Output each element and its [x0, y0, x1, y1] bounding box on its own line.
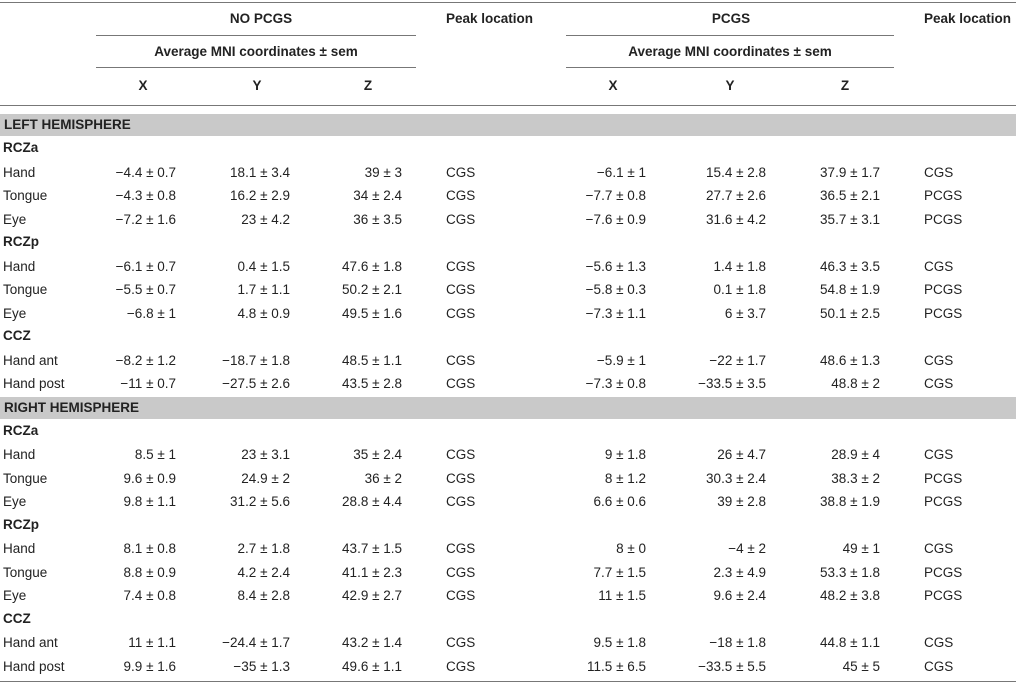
table-cell-px: 9 ± 1.8 — [604, 447, 646, 462]
table-cell-nz: 28.8 ± 4.4 — [342, 494, 402, 509]
table-cell-pz: 50.1 ± 2.5 — [820, 305, 880, 321]
table-cell-label: Hand — [3, 164, 36, 180]
table-cell-py: 6 ± 3.7 — [724, 305, 766, 321]
table-cell-np: CGS — [446, 658, 476, 674]
table-cell-nz: 43.2 ± 1.4 — [342, 635, 402, 650]
header-x-no-pcgs: X — [138, 78, 148, 93]
table-cell-nx: 9.8 ± 1.1 — [123, 494, 176, 509]
table-cell-nx: 9.6 ± 0.9 — [123, 470, 176, 486]
table-cell-nz: 50.2 ± 2.1 — [342, 282, 402, 297]
table-cell-nz: 36 ± 3.5 — [353, 211, 402, 227]
table-cell-pz: 38.8 ± 1.9 — [820, 494, 880, 509]
table-cell-ny: 8.4 ± 2.8 — [237, 588, 290, 603]
table-cell-nz: 47.6 ± 1.8 — [342, 258, 402, 274]
table-cell-px: 8 ± 0 — [616, 541, 646, 556]
group-label: CCZ — [3, 328, 31, 343]
table-cell-np: CGS — [446, 564, 476, 580]
table-cell-label: Eye — [3, 305, 27, 321]
table-cell-pz: 45 ± 5 — [842, 658, 880, 674]
table-cell-label: Tongue — [3, 188, 48, 203]
table-cell-np: CGS — [446, 588, 476, 603]
table-cell-px: 11.5 ± 6.5 — [587, 658, 646, 674]
table-cell-np: CGS — [446, 258, 476, 274]
table-cell-pp: PCGS — [924, 588, 963, 603]
table-cell-pp: PCGS — [924, 470, 963, 486]
table-cell-label: Hand — [3, 258, 36, 274]
table-cell-pz: 36.5 ± 2.1 — [820, 188, 880, 203]
table-cell-pz: 53.3 ± 1.8 — [820, 564, 880, 580]
table-cell-px: 11 ± 1.5 — [598, 588, 646, 603]
table-cell-px: −5.8 ± 0.3 — [585, 282, 646, 297]
table-cell-nz: 35 ± 2.4 — [353, 447, 402, 462]
table-cell-py: 39 ± 2.8 — [717, 494, 766, 509]
table-cell-pp: CGS — [924, 164, 954, 180]
table-cell-nz: 48.5 ± 1.1 — [342, 352, 402, 368]
rule-avg-pcgs — [566, 67, 894, 68]
table-cell-np: CGS — [446, 164, 476, 180]
table-cell-nx: −4.3 ± 0.8 — [115, 188, 176, 203]
table-cell-px: −5.6 ± 1.3 — [585, 258, 646, 274]
table-cell-py: 1.4 ± 1.8 — [713, 258, 766, 274]
table-cell-np: CGS — [446, 635, 476, 650]
table-cell-pp: PCGS — [924, 188, 963, 203]
table-cell-nz: 42.9 ± 2.7 — [342, 588, 402, 603]
table-cell-ny: −35 ± 1.3 — [233, 658, 290, 674]
table-cell-nz: 36 ± 2 — [364, 470, 402, 486]
table-cell-nx: 7.4 ± 0.8 — [123, 588, 176, 603]
table-cell-nz: 43.7 ± 1.5 — [342, 541, 402, 556]
table-cell-py: −33.5 ± 5.5 — [698, 658, 766, 674]
group-label: RCZa — [3, 422, 39, 438]
table-cell-pp: CGS — [924, 258, 954, 274]
table-cell-py: 26 ± 4.7 — [717, 447, 766, 462]
table-cell-pz: 54.8 ± 1.9 — [820, 282, 880, 297]
section-title: RIGHT HEMISPHERE — [4, 399, 140, 415]
table-cell-px: 6.6 ± 0.6 — [593, 494, 646, 509]
table-cell-pz: 37.9 ± 1.7 — [820, 164, 880, 180]
header-z-no-pcgs: Z — [363, 78, 373, 93]
table-cell-np: CGS — [446, 352, 476, 368]
table-cell-pz: 48.8 ± 2 — [831, 376, 880, 391]
table-cell-nx: 8.1 ± 0.8 — [123, 541, 176, 556]
table-cell-ny: 24.9 ± 2 — [241, 470, 290, 486]
table-cell-ny: −24.4 ± 1.7 — [222, 635, 290, 650]
table-cell-label: Eye — [3, 494, 27, 509]
table-cell-px: 9.5 ± 1.8 — [593, 635, 646, 650]
table-cell-py: 0.1 ± 1.8 — [713, 282, 766, 297]
table-cell-label: Hand post — [3, 658, 65, 674]
table-cell-nx: 8.5 ± 1 — [134, 447, 176, 462]
header-no-pcgs: NO PCGS — [229, 11, 293, 26]
table-cell-label: Hand ant — [3, 635, 58, 650]
table-cell-nz: 49.6 ± 1.1 — [342, 658, 402, 674]
table-cell-label: Eye — [3, 211, 27, 227]
table-cell-ny: 23 ± 3.1 — [241, 447, 290, 462]
table-cell-label: Hand — [3, 447, 36, 462]
table-cell-px: 7.7 ± 1.5 — [593, 564, 646, 580]
section-band — [0, 114, 1016, 136]
table-cell-py: 15.4 ± 2.8 — [706, 164, 766, 180]
table-cell-py: −18 ± 1.8 — [709, 635, 766, 650]
table-cell-nx: −6.1 ± 0.7 — [115, 258, 176, 274]
table-cell-pz: 48.2 ± 3.8 — [820, 588, 880, 603]
table-cell-pp: PCGS — [924, 211, 963, 227]
table-cell-label: Hand — [3, 541, 36, 556]
table-cell-pz: 44.8 ± 1.1 — [820, 635, 880, 650]
table-cell-pp: PCGS — [924, 564, 963, 580]
table-cell-nx: −7.2 ± 1.6 — [115, 211, 176, 227]
table-cell-pz: 49 ± 1 — [842, 541, 880, 556]
table-cell-label: Eye — [3, 588, 27, 603]
table-cell-py: 2.3 ± 4.9 — [713, 564, 766, 580]
section-band — [0, 397, 1016, 419]
table-cell-py: −4 ± 2 — [728, 541, 766, 556]
table-cell-nz: 43.5 ± 2.8 — [342, 376, 402, 391]
table-cell-py: 27.7 ± 2.6 — [706, 188, 766, 203]
table-cell-nz: 39 ± 3 — [364, 164, 402, 180]
header-y-pcgs: Y — [725, 78, 735, 93]
table-cell-ny: 4.8 ± 0.9 — [237, 305, 290, 321]
rule-no-pcgs — [96, 35, 416, 36]
table-cell-py: −22 ± 1.7 — [709, 352, 766, 368]
group-label: CCZ — [3, 610, 31, 626]
table-cell-pp: PCGS — [924, 494, 963, 509]
table-cell-py: 31.6 ± 4.2 — [706, 211, 766, 227]
table-cell-nz: 49.5 ± 1.6 — [342, 305, 402, 321]
header-pcgs: PCGS — [711, 11, 751, 26]
table-cell-pp: CGS — [924, 635, 954, 650]
table-cell-pp: CGS — [924, 447, 954, 462]
table-cell-np: CGS — [446, 494, 476, 509]
table-cell-ny: 18.1 ± 3.4 — [230, 164, 290, 180]
table-cell-pp: CGS — [924, 376, 954, 391]
table-cell-label: Hand ant — [3, 352, 58, 368]
table-cell-py: 30.3 ± 2.4 — [706, 470, 766, 486]
table-cell-ny: 2.7 ± 1.8 — [237, 541, 290, 556]
table-cell-px: −7.3 ± 1.1 — [585, 305, 646, 321]
bottom-rule — [0, 681, 1016, 682]
table-cell-np: CGS — [446, 305, 476, 321]
table-cell-px: −5.9 ± 1 — [596, 352, 646, 368]
table-cell-px: 8 ± 1.2 — [604, 470, 646, 486]
table-cell-label: Tongue — [3, 282, 48, 297]
table-cell-px: −7.6 ± 0.9 — [585, 211, 646, 227]
table-cell-ny: 23 ± 4.2 — [241, 211, 290, 227]
table-cell-pp: PCGS — [924, 305, 963, 321]
table-cell-py: 9.6 ± 2.4 — [713, 588, 766, 603]
rule-pcgs — [566, 35, 894, 36]
table-cell-np: CGS — [446, 211, 476, 227]
table-cell-nx: 11 ± 1.1 — [128, 635, 176, 650]
header-z-pcgs: Z — [840, 78, 850, 93]
table-cell-np: CGS — [446, 282, 476, 297]
table-cell-nx: −6.8 ± 1 — [126, 305, 176, 321]
table-cell-pz: 38.3 ± 2 — [831, 470, 880, 486]
header-peak-location-2: Peak location — [924, 11, 1012, 26]
table-cell-ny: 4.2 ± 2.4 — [237, 564, 290, 580]
table-cell-nx: −8.2 ± 1.2 — [115, 352, 176, 368]
table-cell-nx: −11 ± 0.7 — [120, 376, 176, 391]
table-cell-label: Tongue — [3, 470, 48, 486]
table-cell-ny: 1.7 ± 1.1 — [237, 282, 290, 297]
header-y-no-pcgs: Y — [252, 78, 262, 93]
table-cell-pp: CGS — [924, 352, 954, 368]
table-cell-np: CGS — [446, 188, 476, 203]
table-cell-px: −7.3 ± 0.8 — [585, 376, 646, 391]
header-avg-mni-no-pcgs: Average MNI coordinates ± sem — [154, 44, 358, 59]
table-cell-pp: CGS — [924, 541, 954, 556]
table-cell-pz: 46.3 ± 3.5 — [820, 258, 880, 274]
table-cell-px: −6.1 ± 1 — [596, 164, 646, 180]
table-cell-ny: −27.5 ± 2.6 — [222, 376, 290, 391]
rule-avg-no-pcgs — [96, 67, 416, 68]
table-cell-np: CGS — [446, 541, 476, 556]
table-cell-ny: 16.2 ± 2.9 — [230, 188, 290, 203]
table-cell-pp: PCGS — [924, 282, 963, 297]
table-cell-nx: 8.8 ± 0.9 — [123, 564, 176, 580]
table-cell-ny: 31.2 ± 5.6 — [230, 494, 290, 509]
table-cell-np: CGS — [446, 470, 476, 486]
table-cell-pz: 48.6 ± 1.3 — [820, 352, 880, 368]
table-cell-label: Tongue — [3, 564, 48, 580]
table-cell-nz: 41.1 ± 2.3 — [342, 564, 402, 580]
table-cell-ny: −18.7 ± 1.8 — [222, 352, 290, 368]
header-avg-mni-pcgs: Average MNI coordinates ± sem — [628, 44, 832, 59]
table-cell-np: CGS — [446, 376, 476, 391]
table-cell-ny: 0.4 ± 1.5 — [237, 258, 290, 274]
group-label: RCZp — [3, 516, 39, 532]
table-cell-nx: −4.4 ± 0.7 — [115, 164, 176, 180]
header-bottom-rule — [0, 105, 1016, 106]
top-rule — [0, 2, 1016, 3]
header-peak-location-1: Peak location — [446, 11, 534, 26]
group-label: RCZa — [3, 140, 39, 155]
table-cell-pz: 35.7 ± 3.1 — [820, 211, 880, 227]
table-cell-nx: 9.9 ± 1.6 — [123, 658, 176, 674]
table-cell-pp: CGS — [924, 658, 954, 674]
table-cell-py: −33.5 ± 3.5 — [698, 376, 766, 391]
table-cell-label: Hand post — [3, 376, 65, 391]
table-cell-np: CGS — [446, 447, 476, 462]
header-x-pcgs: X — [608, 78, 618, 93]
table-cell-px: −7.7 ± 0.8 — [585, 188, 646, 203]
section-title: LEFT HEMISPHERE — [4, 117, 131, 132]
table-cell-nx: −5.5 ± 0.7 — [115, 282, 176, 297]
table-cell-nz: 34 ± 2.4 — [353, 188, 402, 203]
table-cell-pz: 28.9 ± 4 — [831, 447, 880, 462]
group-label: RCZp — [3, 234, 39, 249]
